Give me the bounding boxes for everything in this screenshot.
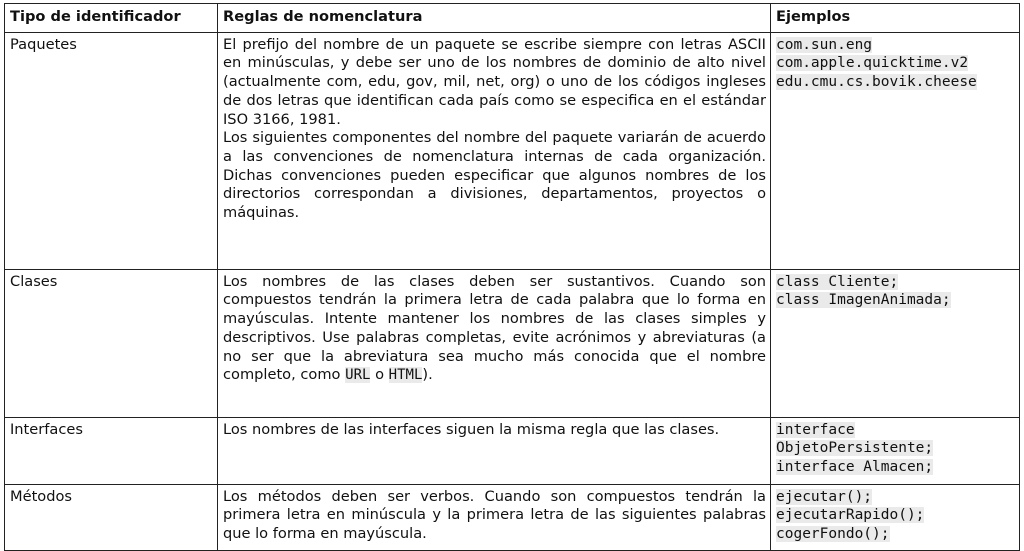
example-code: interface Almacen; (776, 459, 934, 476)
example-code: edu.cmu.cs.bovik.cheese (776, 74, 977, 91)
header-identifier-type: Tipo de identificador (5, 4, 218, 33)
identifier-type-cell: Interfaces (5, 417, 218, 484)
identifier-type-cell: Paquetes (5, 32, 218, 269)
header-row (5, 4, 1020, 33)
examples-cell (771, 484, 1020, 550)
identifier-type-cell: Clases (5, 269, 218, 417)
rule-paragraph: El prefijo del nombre de un paquete se escribe siempre con letras ASCII en minúsculas, y debe ser uno de los nombres de dominio de alto nivel (actualmente com, edu, gov, mil, net, org) o uno de los códigos ingleses de dos letras que identifican cada país como se especifica en el estándar ISO 3166, 1981. (223, 35, 766, 128)
table-row-metodos (5, 484, 1020, 550)
naming-rule-cell: Los nombres de las interfaces siguen la misma regla que las clases. (218, 417, 771, 484)
example-code: class Cliente; (776, 273, 899, 290)
table-row-clases (5, 269, 1020, 417)
example-code: cogerFondo(); (776, 526, 890, 543)
naming-rule-cell (218, 32, 771, 269)
example-code: ObjetoPersistente; (776, 440, 934, 457)
naming-conventions-table (4, 3, 1020, 551)
naming-rule-cell: Los nombres de las clases deben ser sustantivos. Cuando son compuestos tendrán la primera letra de cada palabra que lo forma en mayúsculas. Intente mantener los nombres de las clases simples y descriptivos. Use palabras completas, evite acrónimos y abreviaturas (a no ser que la abreviatura sea mucho más conocida que el nombre completo, como URL o HTML). (218, 269, 771, 417)
identifier-type-cell: Métodos (5, 484, 218, 550)
example-code: class ImagenAnimada; (776, 292, 951, 309)
table-row-interfaces (5, 417, 1020, 484)
header-naming-rules: Reglas de nomenclatura (218, 4, 771, 33)
example-code: interface (776, 421, 855, 438)
example-code: com.sun.eng (776, 36, 873, 53)
example-code: ejecutar(); (776, 488, 873, 505)
example-code: ejecutarRapido(); (776, 507, 925, 524)
inline-code-url: URL (345, 367, 371, 384)
table-row-paquetes (5, 32, 1020, 269)
rule-paragraph: Los siguientes componentes del nombre del paquete variarán de acuerdo a las convenciones de nomenclatura internas de cada organización. Dichas convenciones pueden especificar que algunos nombres de los directorios correspondan a divisiones, departamentos, proyectos o máquinas. (223, 129, 766, 222)
header-examples: Ejemplos (771, 4, 1020, 33)
inline-code-html: HTML (388, 367, 423, 384)
examples-cell (771, 32, 1020, 269)
naming-rule-cell: Los métodos deben ser verbos. Cuando son compuestos tendrán la primera letra en minúscula y la primera letra de las siguientes palabras que lo forma en mayúscula. (218, 484, 771, 550)
example-code: com.apple.quicktime.v2 (776, 55, 969, 72)
examples-cell (771, 417, 1020, 484)
examples-cell (771, 269, 1020, 417)
